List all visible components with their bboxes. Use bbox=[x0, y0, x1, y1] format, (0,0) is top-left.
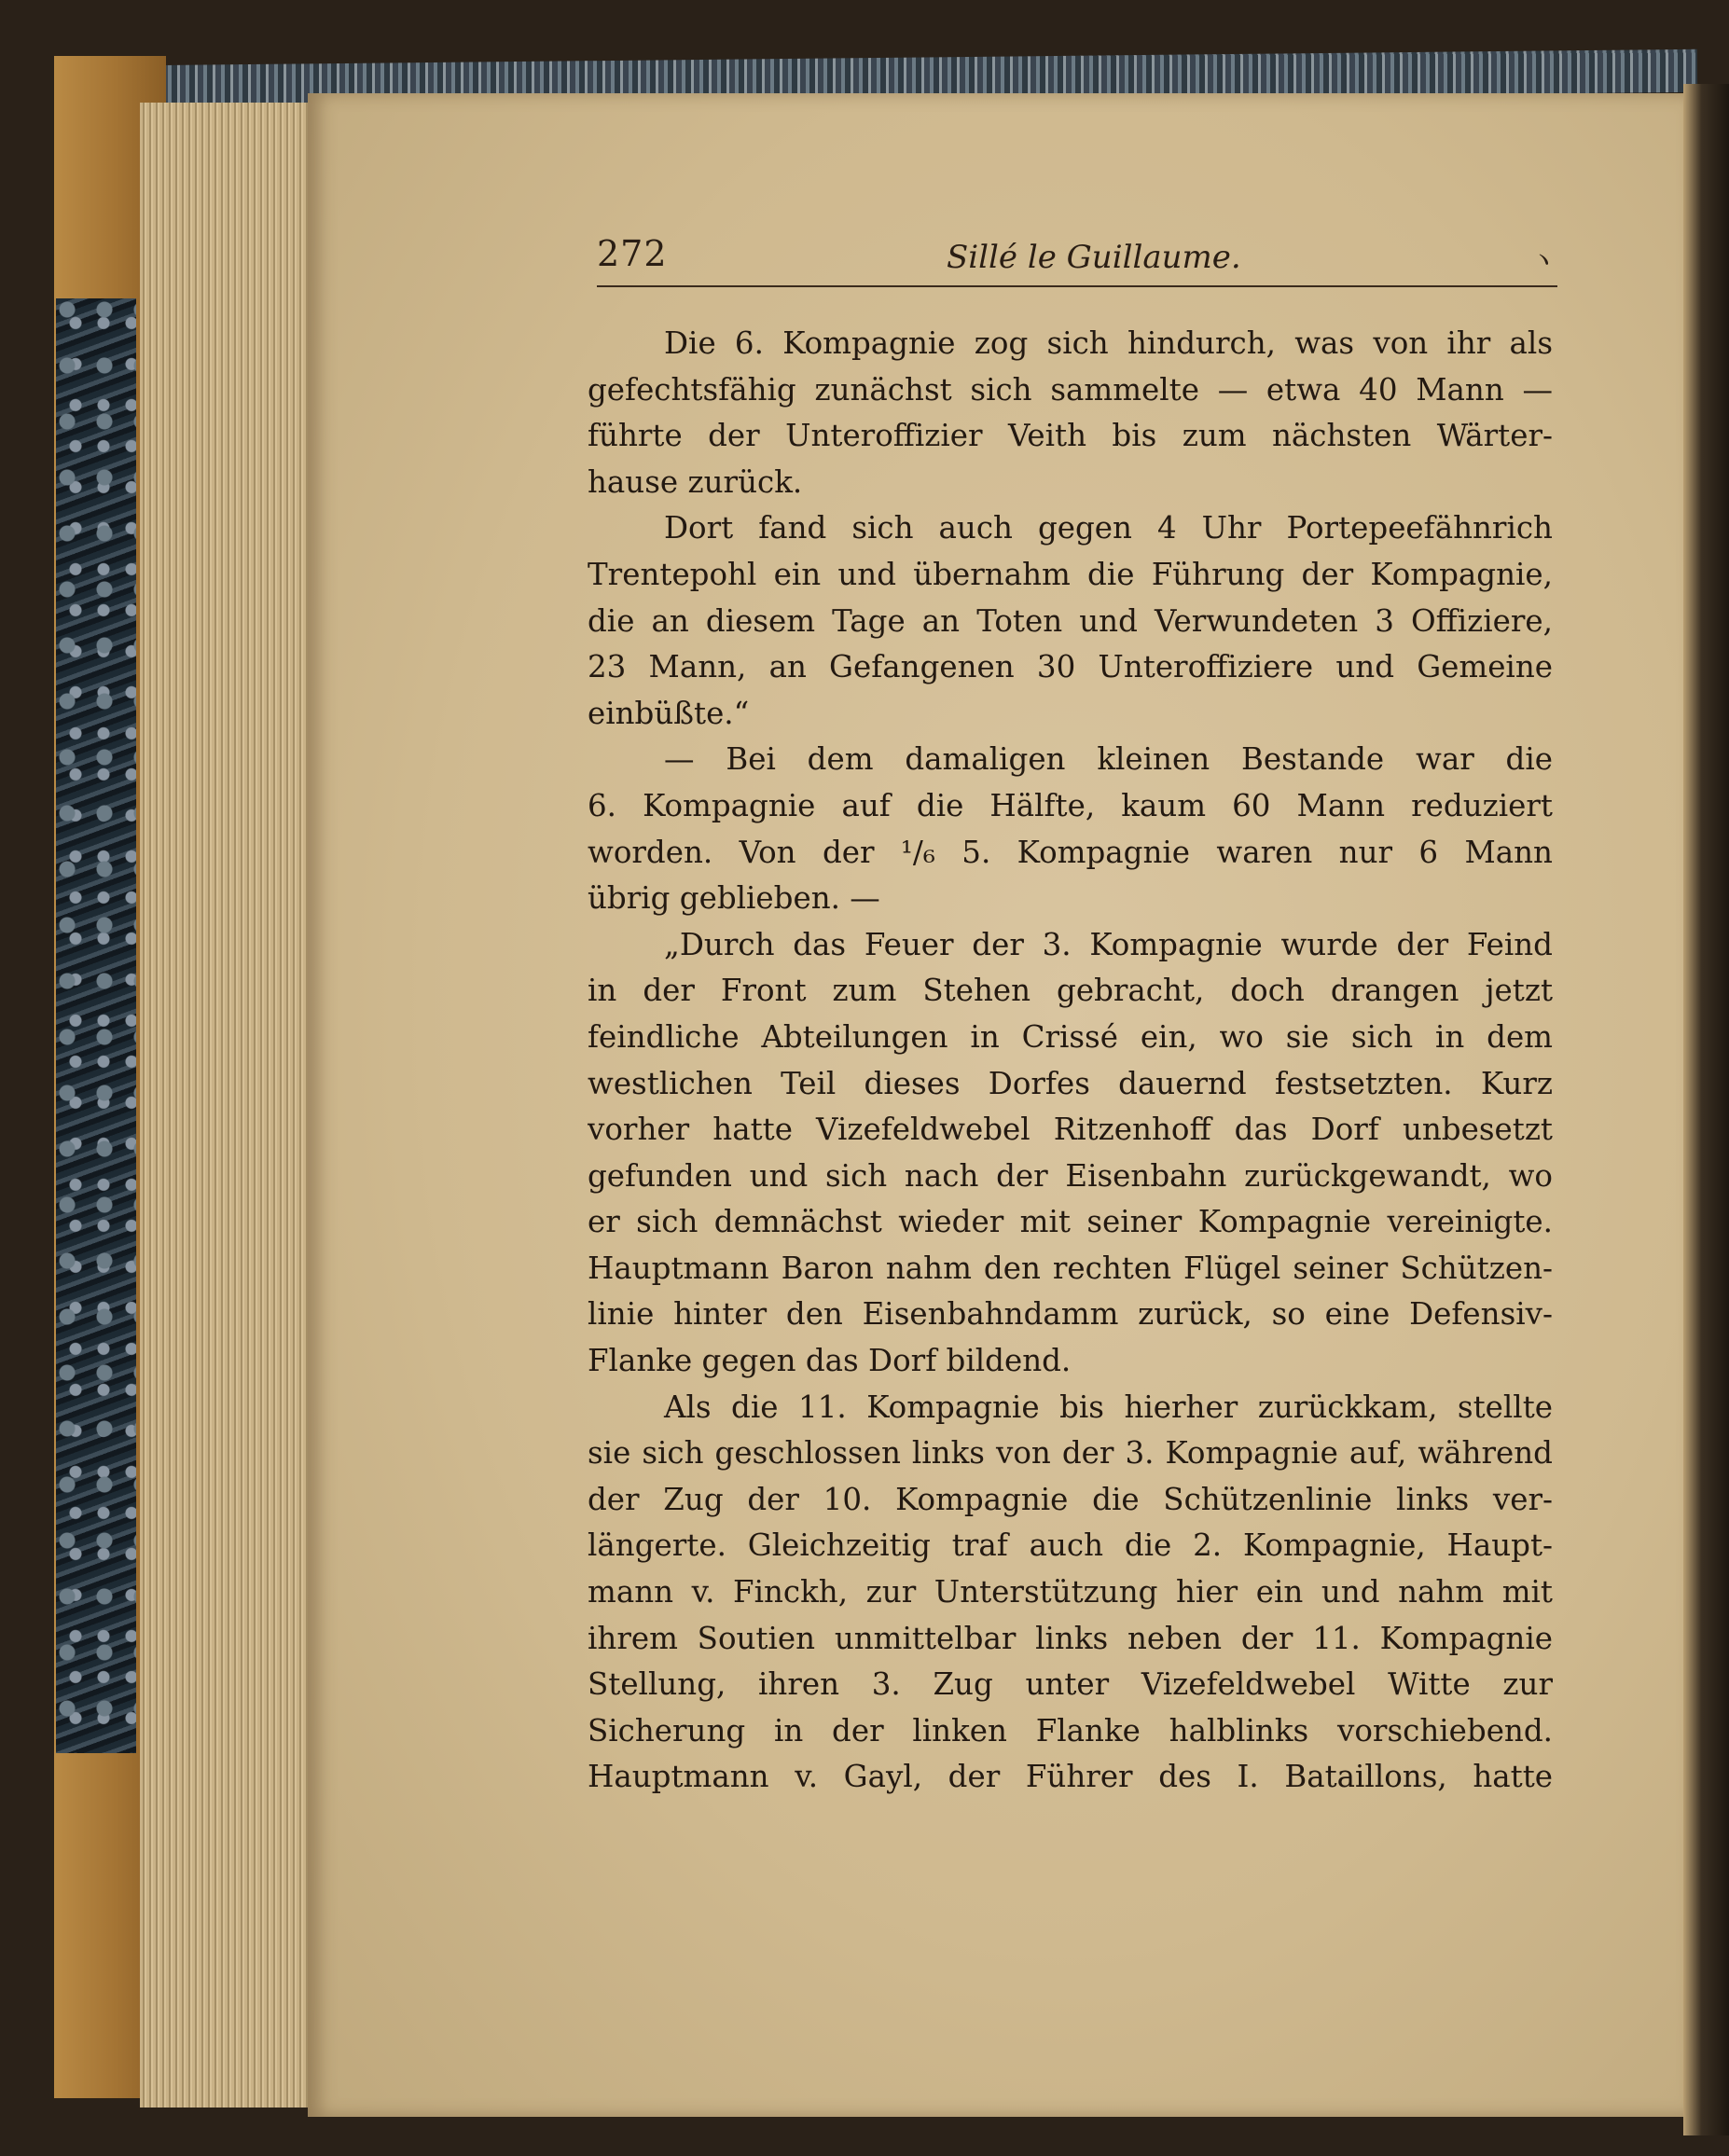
text-line: Sicherung in der linken Flanke halblinks vorschiebend. bbox=[588, 1712, 1553, 1748]
text-line: — Bei dem damaligen kleinen Bestande war die bbox=[664, 741, 1553, 778]
text-line: in der Front zum Stehen gebracht, doch drangen jetzt bbox=[588, 973, 1553, 1009]
text-line: ihrem Soutien unmittelbar links neben der 11. Kompagnie bbox=[588, 1620, 1553, 1656]
page-stack-edges bbox=[140, 103, 312, 2108]
marbled-endpaper bbox=[56, 298, 136, 1753]
text-line: vorher hatte Vizefeldwebel Ritzenhoff das Dorf unbesetzt bbox=[588, 1112, 1553, 1148]
text-line: gefechtsfähig zunächst sich sammelte — etwa 40 Mann — bbox=[588, 371, 1553, 408]
gutter-shadow bbox=[1683, 84, 1729, 2135]
text-line: Trentepohl ein und übernahm die Führung der Kompagnie, bbox=[588, 556, 1553, 592]
text-line: Flanke gegen das Dorf bildend. bbox=[588, 1343, 1072, 1379]
text-line: Als die 11. Kompagnie bis hierher zurückkam, stellte bbox=[664, 1389, 1553, 1425]
text-line: Stellung, ihren 3. Zug unter Vizefeldwebel Witte zur bbox=[588, 1666, 1553, 1703]
header-mark: ヽ bbox=[1529, 244, 1557, 277]
page-body bbox=[588, 321, 1553, 1801]
text-line: Hauptmann v. Gayl, der Führer des I. Bataillons, hatte bbox=[588, 1759, 1553, 1795]
running-header bbox=[597, 233, 1557, 289]
text-line: Die 6. Kompagnie zog sich hindurch, was von ihr als bbox=[664, 325, 1553, 361]
text-line: er sich demnächst wieder mit seiner Kompagnie vereinigte. bbox=[588, 1204, 1553, 1240]
text-line: Hauptmann Baron nahm den rechten Flügel seiner Schützen- bbox=[588, 1250, 1553, 1286]
text-line: Dort fand sich auch gegen 4 Uhr Portepeefähnrich bbox=[664, 510, 1553, 546]
text-line: feindliche Abteilungen in Crissé ein, wo sie sich in dem bbox=[588, 1018, 1553, 1055]
header-rule bbox=[597, 285, 1557, 287]
text-line: der Zug der 10. Kompagnie die Schützenlinie links ver- bbox=[588, 1481, 1553, 1517]
running-head-title: Sillé le Guillaume. bbox=[947, 239, 1241, 276]
text-line: hause zurück. bbox=[588, 463, 803, 500]
text-line: mann v. Finckh, zur Unterstützung hier ein und nahm mit bbox=[588, 1574, 1553, 1610]
text-line: längerte. Gleichzeitig traf auch die 2. Kompagnie, Haupt- bbox=[588, 1527, 1553, 1564]
text-line: gefunden und sich nach der Eisenbahn zurückgewandt, wo bbox=[588, 1157, 1553, 1194]
text-line: 23 Mann, an Gefangenen 30 Unteroffiziere und Gemeine bbox=[588, 649, 1553, 685]
text-line: führte der Unteroffizier Veith bis zum nächsten Wärter- bbox=[588, 418, 1553, 454]
text-line: westlichen Teil dieses Dorfes dauernd festsetzten. Kurz bbox=[588, 1065, 1553, 1101]
text-line: die an diesem Tage an Toten und Verwundeten 3 Offiziere, bbox=[588, 602, 1553, 639]
text-line: sie sich geschlossen links von der 3. Kompagnie auf, während bbox=[588, 1435, 1553, 1472]
text-line: „Durch das Feuer der 3. Kompagnie wurde der Feind bbox=[664, 926, 1553, 962]
text-line: linie hinter den Eisenbahndamm zurück, so eine Defensiv- bbox=[588, 1296, 1553, 1333]
text-line: 6. Kompagnie auf die Hälfte, kaum 60 Mann reduziert bbox=[588, 787, 1553, 823]
text-line: einbüßte.“ bbox=[588, 695, 750, 731]
text-line: worden. Von der ¹/₆ 5. Kompagnie waren nur 6 Mann bbox=[588, 834, 1553, 870]
text-line: übrig geblieben. — bbox=[588, 880, 880, 917]
page-number: 272 bbox=[597, 233, 668, 274]
